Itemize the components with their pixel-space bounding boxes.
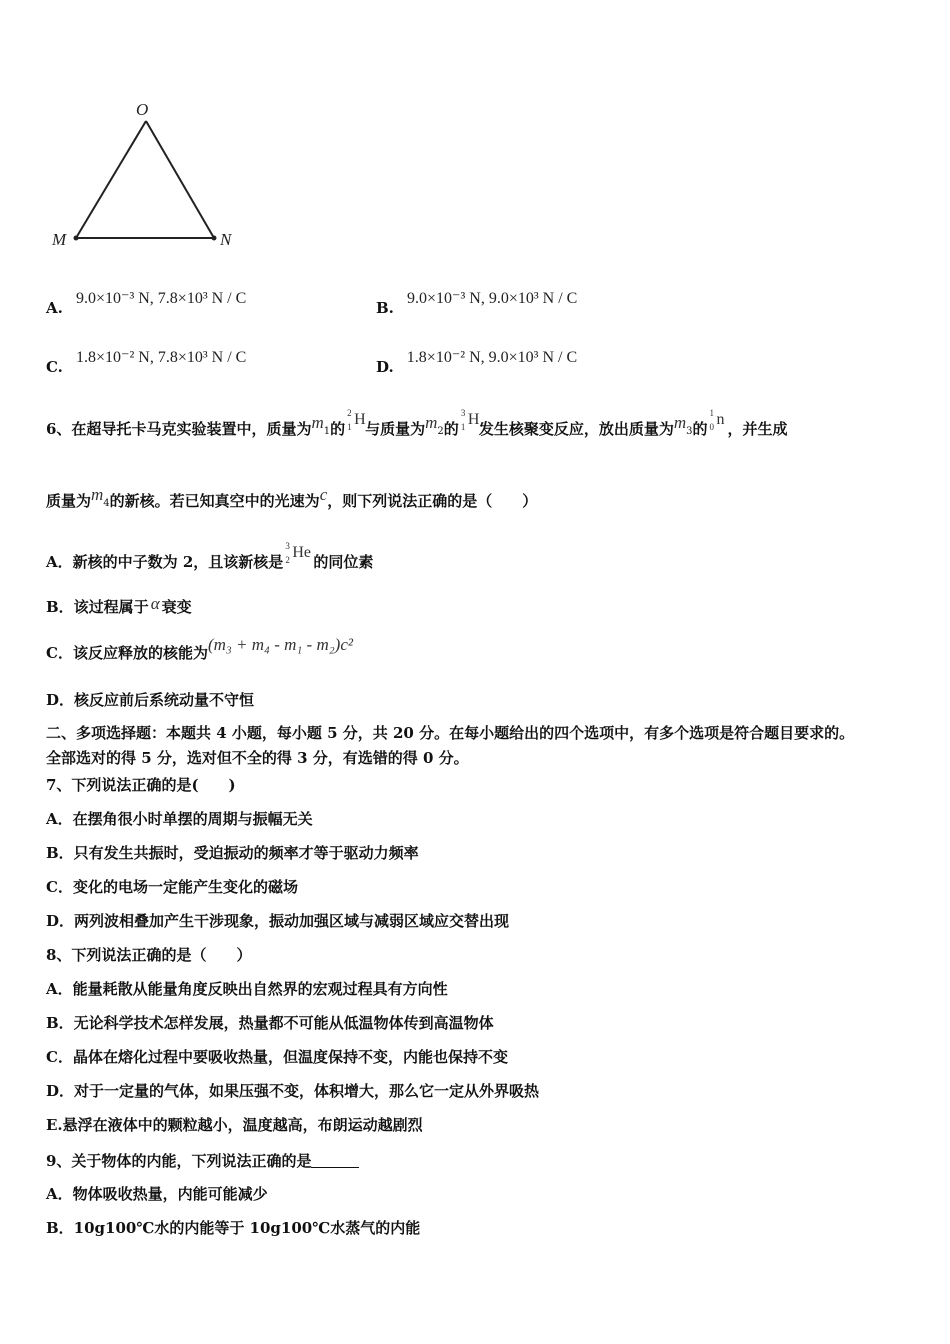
label-m: M [52,230,67,249]
option-letter: B. [376,299,394,317]
stem-text: ，则下列说法正确的是（ ） [327,492,538,510]
q9-option-b: B．10g100℃水的内能等于 10g100℃水蒸气的内能 [46,1219,421,1237]
q7-stem: 7、下列说法正确的是( ) [46,776,236,794]
q8-option-b: B．无论科学技术怎样发展，热量都不可能从低温物体传到高温物体 [46,1014,494,1032]
option-letter: D. [376,358,394,376]
q5-option-b [376,288,578,317]
q6-stem-line1: 6、在超导托卡马克实验装置中，质量为$m_1$的 2 1 H 与质量为$m_2$的 3 1 H 发生核聚变反应，放出质量为$m_3$的 1 0 n ，并生成 [46,408,788,438]
stem-text: 的 [692,420,708,438]
stem-text: 9、关于物体的内能，下列说法正确的是 [46,1152,312,1170]
point-n [212,236,217,241]
stem-text: 质量为 [46,492,92,510]
mass-m2: m [425,413,438,432]
option-text: 的同位素 [313,553,374,571]
q5-option-c [46,347,247,376]
q5-option-a [46,288,247,317]
q9-option-a: A．物体吸收热量，内能可能减少 [46,1185,268,1203]
q7-option-c: C．变化的电场一定能产生变化的磁场 [46,878,298,896]
mass-m1: m [311,413,324,432]
neutron-symbol: 1 0 n [709,408,725,432]
deuterium-symbol: 2 1 H [347,408,366,432]
option-value: 9.0×10⁻³ N, 9.0×10³ N / C [407,290,578,307]
option-value: 1.8×10⁻² N, 7.8×10³ N / C [76,349,247,366]
option-text: 衰变 [161,598,192,616]
stem-text: 的 [330,420,346,438]
label-o: O [136,100,149,119]
stem-text: 的 [443,420,459,438]
stem-text: 6、在超导托卡马克实验装置中，质量为 [46,420,312,438]
q8-option-e: E.悬浮在液体中的颗粒越小，温度越高，布朗运动越剧烈 [46,1116,423,1134]
option-value: 1.8×10⁻² N, 9.0×10³ N / C [406,349,578,366]
stem-text: 的新核。若已知真空中的光速为 [109,492,320,510]
q9-stem [46,1150,359,1171]
edge-on [146,121,214,238]
label-n: N [220,230,232,249]
option-text: A．新核的中子数为 2，且该新核是 [46,553,284,571]
mass-m4: m [91,485,104,504]
edge-om [76,121,146,238]
alpha-symbol: α [150,594,160,613]
stem-text: 与质量为 [365,420,426,438]
q8-option-a: A．能量耗散从能量角度反映出自然界的宏观过程具有方向性 [46,980,448,998]
stem-text: ，并生成 [727,420,788,438]
option-text: C．该反应释放的核能为 [46,644,208,662]
q8-option-d: D．对于一定量的气体，如果压强不变，体积增大，那么它一定从外界吸热 [46,1082,540,1100]
section-2-line2: 全部选对的得 5 分，选对但不全的得 3 分，有选错的得 0 分。 [46,749,469,767]
triangle-figure [40,95,250,255]
point-m [74,236,79,241]
mass-m3: m [673,413,687,432]
answer-blank [311,1155,359,1168]
q7-option-b: B．只有发生共振时，受迫振动的频率才等于驱动力频率 [46,844,419,862]
q6-option-a [46,541,374,572]
q8-option-c: C．晶体在熔化过程中要吸收热量，但温度保持不变，内能也保持不变 [46,1048,508,1066]
option-letter: A. [46,299,63,317]
section-2-line1: 二、多项选择题：本题共 4 小题，每小题 5 分，共 20 分。在每小题给出的四个选项中，有多个选项是符合题目要求的。 [46,724,855,742]
helium-symbol: 3 2 He [285,541,311,565]
q6-option-c [46,635,353,663]
tritium-symbol: 3 1 H [460,408,480,432]
stem-text: 发生核聚变反应，放出质量为 [478,420,674,438]
light-speed-c: c [319,485,328,504]
q8-stem: 8、下列说法正确的是（ ） [46,946,252,964]
option-text: B．该过程属于 [46,598,149,616]
q6-stem-line2: 质量为$m_4$的新核。若已知真空中的光速为c，则下列说法正确的是（ ） [46,485,538,510]
option-letter: C. [46,358,63,376]
q6-option-d: D．核反应前后系统动量不守恒 [46,691,255,709]
q7-option-a: A．在摆角很小时单摆的周期与振幅无关 [46,810,313,828]
energy-formula: (m₃ + m₄ - m₁ - m₂)c² [207,635,353,654]
option-value: 9.0×10⁻³ N, 7.8×10³ N / C [75,290,247,307]
q5-option-d [376,347,578,376]
q7-option-d: D．两列波相叠加产生干涉现象，振动加强区域与减弱区域应交替出现 [46,912,510,930]
q6-option-b [46,596,192,617]
